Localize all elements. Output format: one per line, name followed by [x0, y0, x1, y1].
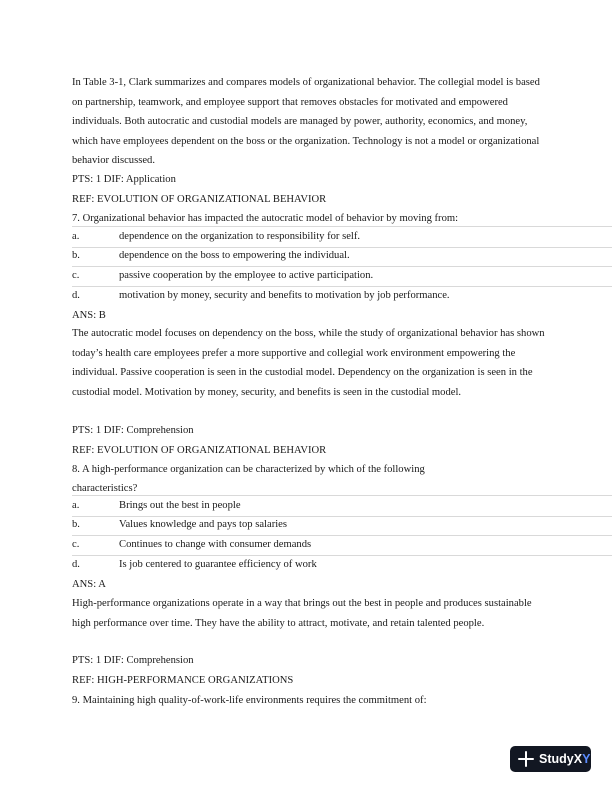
brand-name — [539, 751, 590, 767]
q8-rationale: High-performance organizations operate in a way that brings out the best in people and produces sustainable high performance over time. They have the ability to attract, motivate, and retain talented people. — [72, 598, 532, 629]
option-text: dependence on the organization to responsibility for self. — [119, 231, 361, 242]
studyx-badge[interactable] — [510, 746, 591, 772]
q7-question: 7. Organizational behavior has impacted the autocratic model of behavior by moving from: — [72, 213, 459, 224]
q7-ref: REF: EVOLUTION OF ORGANIZATIONAL BEHAVIOR — [72, 445, 327, 456]
option-text: Continues to change with consumer demands — [119, 539, 312, 550]
q8-question-line2: characteristics? — [72, 483, 138, 494]
q7-answer: ANS: B — [72, 310, 106, 321]
option-letter: d. — [72, 559, 80, 570]
q7-option-b — [72, 246, 612, 267]
option-text: Values knowledge and pays top salaries — [119, 519, 287, 530]
q7-option-a — [72, 226, 612, 248]
q9-question: 9. Maintaining high quality-of-work-life environments requires the commitment of: — [72, 695, 427, 706]
option-text: Is job centered to guarantee efficiency of work — [119, 559, 317, 570]
option-text: dependence on the boss to empowering the individual. — [119, 250, 350, 261]
brand-part1: StudyX — [539, 752, 583, 766]
q7-option-d — [72, 286, 612, 306]
q7-rationale: The autocratic model focuses on dependency on the boss, while the study of organizational behavior has shown today’s health care employees prefer a more supportive and collegial work environment empowering the individual. Passive cooperation is seen in the custodial model. Dependency on the organization is seen in the custodial model. Motivation by money, security, and benefits is seen in the custodial model. — [72, 328, 545, 398]
brand-part2: Y — [582, 752, 591, 766]
q8-ref: REF: HIGH-PERFORMANCE ORGANIZATIONS — [72, 675, 294, 686]
q8-pts: PTS: 1 DIF: Comprehension — [72, 655, 194, 666]
q6-ref: REF: EVOLUTION OF ORGANIZATIONAL BEHAVIOR — [72, 194, 327, 205]
q8-option-c — [72, 535, 612, 556]
plus-icon — [517, 750, 535, 768]
q8-answer: ANS: A — [72, 579, 106, 590]
option-letter: a. — [72, 500, 80, 511]
q7-option-c — [72, 266, 612, 287]
q7-pts: PTS: 1 DIF: Comprehension — [72, 425, 194, 436]
option-letter: d. — [72, 290, 80, 301]
q8-option-a — [72, 495, 612, 517]
option-text: motivation by money, security and benefits to motivation by job performance. — [119, 290, 450, 301]
q6-pts: PTS: 1 DIF: Application — [72, 174, 176, 185]
option-text: Brings out the best in people — [119, 500, 241, 511]
option-text: passive cooperation by the employee to active participation. — [119, 270, 374, 281]
option-letter: b. — [72, 250, 80, 261]
option-letter: c. — [72, 539, 80, 550]
option-letter: a. — [72, 231, 80, 242]
q8-question-line1: 8. A high-performance organization can be characterized by which of the following — [72, 464, 425, 475]
intro-paragraph: In Table 3-1, Clark summarizes and compares models of organizational behavior. The collegial model is based on partnership, teamwork, and employee support that removes obstacles for motivated and empowered individuals. Both autocratic and custodial models are managed by power, authority, economics, and money, which have employees dependent on the boss or the organization. Technology is not a model or organizational behavior discussed. — [72, 77, 540, 167]
option-letter: b. — [72, 519, 80, 530]
q8-option-d — [72, 555, 612, 575]
option-letter: c. — [72, 270, 80, 281]
q8-option-b — [72, 515, 612, 536]
